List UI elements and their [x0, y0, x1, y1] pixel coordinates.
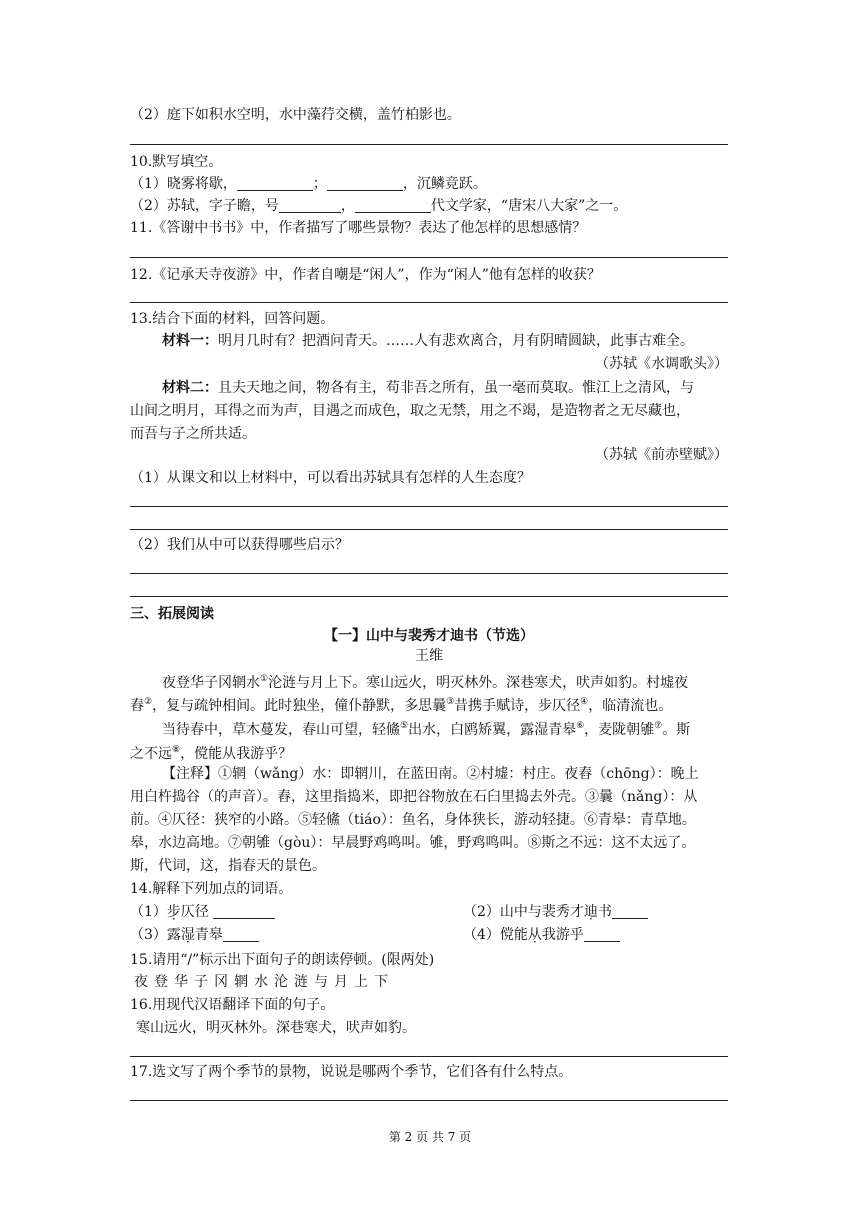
q13-material1: 材料一：明月几时有？把酒问青天。……人有悲欢离合，月有阴晴圆缺，此事古难全。 [162, 333, 694, 349]
fill-blank[interactable] [213, 904, 275, 919]
fill-blank[interactable] [612, 904, 648, 919]
q15-title: 15.请用“/”标示出下面句子的朗读停顿。(限两处) [130, 952, 435, 968]
q10-line1: （1）晓雾将歇， ； ，沉鳞竞跃。 [130, 176, 487, 192]
answer-line [130, 506, 728, 507]
notes-line5: 斯，代词，这，指春天的景色。 [130, 858, 326, 874]
passage-p2-line1: 当待春中，草木蔓发，春山可望，轻鯈⑤出水，白鸥矫翼，露湿青皋⑥，麦陇朝雊⑦。斯 [162, 721, 691, 738]
passage-title: 【一】山中与裴秀才迪书（节选） [324, 628, 534, 644]
q11: 11.《答谢中书书》中，作者描写了哪些景物？表达了他怎样的思想感情？ [130, 220, 587, 236]
q13-material2-source: （苏轼《前赤壁赋》） [595, 447, 728, 463]
q13-sub2: （2）我们从中可以获得哪些启示？ [130, 537, 349, 553]
answer-line [130, 573, 728, 574]
answer-line [130, 596, 728, 597]
answer-line [130, 1056, 728, 1057]
q13-title: 13.结合下面的材料，回答问题。 [130, 311, 335, 327]
fill-blank[interactable] [279, 198, 341, 213]
answer-line [130, 529, 728, 530]
passage-p1-line1: 夜登华子冈辋水①沦涟与月上下。寒山远火，明灭林外。深巷寒犬，吠声如豹。村墟夜 [162, 674, 689, 691]
q13-sub1: （1）从课文和以上材料中，可以看出苏轼具有怎样的人生态度？ [130, 470, 531, 486]
q13-material1-source: （苏轼《水调歌头》） [595, 356, 728, 372]
notes-line1: 【注释】①辋（wǎng）水：即辋川，在蓝田南。②村墟：村庄。夜舂（chōng）：晚上 [162, 766, 699, 782]
q13-material2-line3: 而吾与子之所共适。 [130, 426, 256, 442]
q9-sub2: （2）庭下如积水空明，水中藻荇交横，盖竹柏影也。 [130, 107, 461, 123]
fill-blank[interactable] [584, 927, 620, 942]
fill-blank[interactable] [355, 198, 431, 213]
q14-row1: （1）步仄径 （2）山中与裴秀才迪书 [130, 902, 728, 922]
passage-author: 王维 [415, 648, 443, 664]
notes-line3: 前。④仄径：狭窄的小路。⑤轻鯈（tiáo）：鱼名，身体狭长，游动轻捷。⑥青皋：青草地。 [130, 812, 696, 828]
q16-sentence: 寒山远火，明灭林外。深巷寒犬，吠声如豹。 [136, 1020, 416, 1036]
fill-blank[interactable] [327, 176, 403, 191]
fill-blank[interactable] [237, 176, 313, 191]
q10-title: 10.默写填空。 [130, 154, 223, 170]
q12: 12.《记承天寺夜游》中，作者自嘲是“闲人”，作为“闲人”他有怎样的收获？ [130, 267, 601, 283]
fill-blank[interactable] [223, 927, 259, 942]
passage-p2-line2: 之不远⑧，傥能从我游乎？ [130, 745, 293, 762]
answer-line [130, 144, 728, 145]
answer-line [130, 302, 728, 303]
answer-line [130, 1100, 728, 1101]
q17: 17.选文写了两个季节的景物，说说是哪两个季节，它们各有什么特点。 [130, 1064, 573, 1080]
passage-p1-line2: 舂②，复与疏钟相间。此时独坐，僮仆静默，多思曩③昔携手赋诗，步仄径④，临清流也。 [130, 697, 673, 714]
q13-material2-line2: 山间之明月，耳得之而为声，目遇之而成色，取之无禁，用之不竭，是造物者之无尽藏也， [130, 403, 690, 419]
notes-line2: 用白杵捣谷（的声音）。舂，这里指捣米，即把谷物放在石臼里捣去外壳。③曩（nǎng）：从 [130, 789, 698, 805]
q13-material2-line1: 材料二：且夫天地之间，物各有主，苟非吾之所有，虽一毫而莫取。惟江上之清风，与 [162, 380, 694, 396]
answer-line [130, 257, 728, 258]
q10-line2: （2）苏轼，字子瞻，号 ， 代文学家，“唐宋八大家”之一。 [130, 198, 628, 214]
page-footer: 第 2 页 共 7 页 [388, 1130, 472, 1144]
q15-sentence: 夜登华子冈辋水沦涟与月上下 [134, 974, 394, 990]
q14-row2: （3）露湿青皋 （4）傥能从我游乎 [130, 925, 728, 945]
q16-title: 16.用现代汉语翻译下面的句子。 [130, 997, 335, 1013]
section-heading: 三、拓展阅读 [130, 606, 214, 622]
notes-line4: 皋，水边高地。⑦朝雊（gòu）：早晨野鸡鸣叫。雊，野鸡鸣叫。⑧斯之不远：这不太远了。 [130, 835, 696, 851]
q14-title: 14.解释下列加点的词语。 [130, 881, 293, 897]
